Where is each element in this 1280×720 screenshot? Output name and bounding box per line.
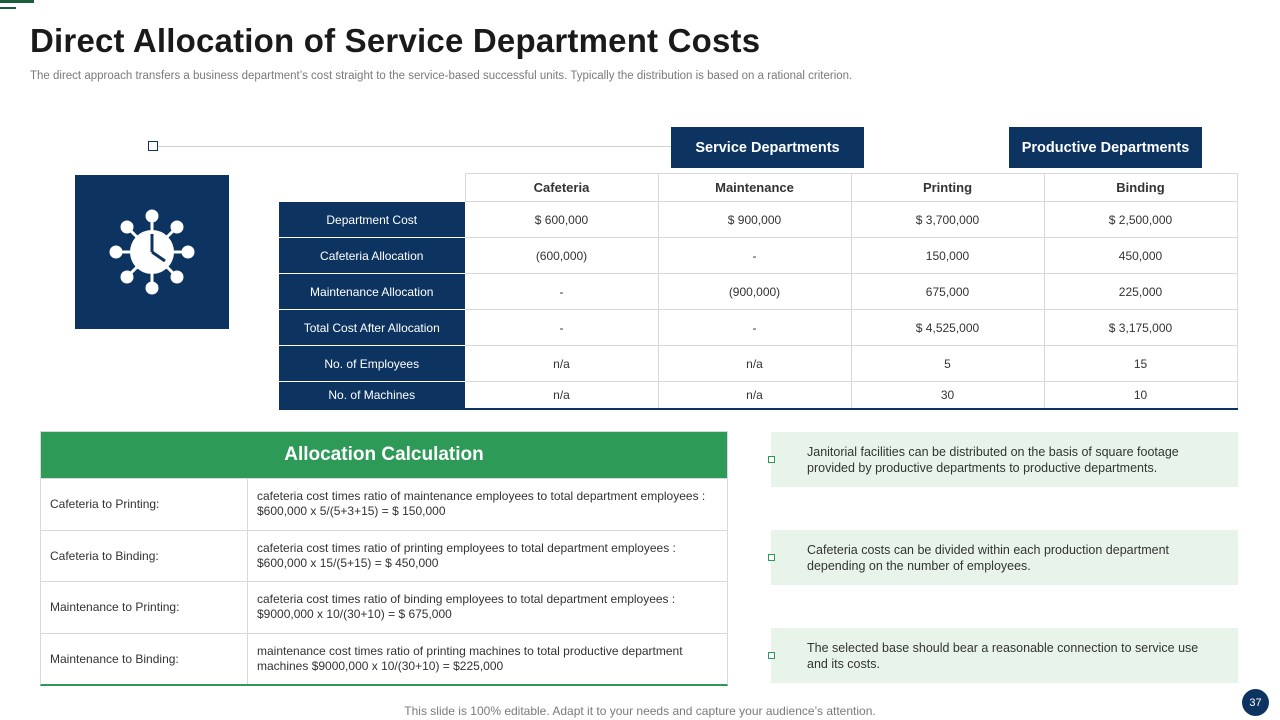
column-header-printing: Printing	[851, 174, 1044, 202]
corner-accent	[0, 0, 34, 3]
allocation-text: cafeteria cost times ratio of binding employees to total department employees : $9000,000 x 10/(30+10) = $ 675,000	[257, 592, 676, 622]
page-number: 37	[1242, 689, 1269, 716]
allocation-calculation-panel	[40, 431, 728, 686]
row-label: No. of Employees	[279, 346, 465, 382]
table-cell: $ 900,000	[658, 202, 851, 238]
allocation-row	[41, 478, 727, 530]
clock-network-icon	[107, 207, 197, 297]
service-departments-header: Service Departments	[671, 127, 864, 168]
table-cell: 150,000	[851, 238, 1044, 274]
table-cell: $ 600,000	[465, 202, 658, 238]
table-row	[279, 274, 1237, 310]
note-card	[771, 530, 1238, 585]
allocation-heading: Allocation Calculation	[41, 432, 727, 478]
connector-square	[148, 141, 158, 151]
note-text: Janitorial facilities can be distributed on the basis of square footage provided by productive departments to productive departments.	[807, 444, 1179, 475]
column-header-binding: Binding	[1044, 174, 1237, 202]
table-row	[279, 202, 1237, 238]
allocation-label: Maintenance to Binding:	[41, 634, 248, 685]
table-corner	[279, 174, 465, 202]
note-card	[771, 628, 1238, 683]
bullet-square-icon	[768, 456, 775, 463]
table-cell: 225,000	[1044, 274, 1237, 310]
table-row	[279, 238, 1237, 274]
cost-table	[279, 173, 1238, 410]
row-label: Maintenance Allocation	[279, 274, 465, 310]
table-cell: -	[658, 310, 851, 346]
row-label: No. of Machines	[279, 382, 465, 409]
table-cell: 30	[851, 382, 1044, 409]
column-header-cafeteria: Cafeteria	[465, 174, 658, 202]
table-cell: 10	[1044, 382, 1237, 409]
column-header-maintenance: Maintenance	[658, 174, 851, 202]
page-title: Direct Allocation of Service Department Costs	[30, 22, 761, 59]
table-cell: $ 2,500,000	[1044, 202, 1237, 238]
table-cell: 675,000	[851, 274, 1044, 310]
note-text: Cafeteria costs can be divided within each production department depending on the number of employees.	[807, 542, 1170, 573]
allocation-row	[41, 581, 727, 633]
allocation-text: cafeteria cost times ratio of printing employees to total department employees : $600,000 x 15/(5+15) = $ 450,000	[257, 540, 676, 570]
table-cell: $ 4,525,000	[851, 310, 1044, 346]
table-cell: 15	[1044, 346, 1237, 382]
table-cell: n/a	[465, 382, 658, 409]
footer-text: This slide is 100% editable. Adapt it to your needs and capture your audience’s attention.	[404, 704, 876, 718]
corner-accent-small	[0, 7, 16, 9]
allocation-row	[41, 530, 727, 582]
icon-box	[75, 175, 229, 329]
bullet-square-icon	[768, 652, 775, 659]
row-label: Department Cost	[279, 202, 465, 238]
table-cell: -	[465, 274, 658, 310]
note-card	[771, 432, 1238, 487]
row-label: Cafeteria Allocation	[279, 238, 465, 274]
note-text: The selected base should bear a reasonable connection to service use and its costs.	[807, 640, 1199, 671]
productive-departments-header: Productive Departments	[1009, 127, 1202, 168]
table-row	[279, 382, 1237, 409]
table-cell: $ 3,700,000	[851, 202, 1044, 238]
table-row	[279, 346, 1237, 382]
table-cell: -	[658, 238, 851, 274]
table-cell: n/a	[658, 382, 851, 409]
allocation-label: Maintenance to Printing:	[41, 582, 248, 633]
row-label: Total Cost After Allocation	[279, 310, 465, 346]
table-cell: -	[465, 310, 658, 346]
allocation-text: cafeteria cost times ratio of maintenance employees to total department employees : $600,000 x 5/(5+3+15) = $ 150,000	[257, 489, 706, 519]
allocation-label: Cafeteria to Printing:	[41, 479, 248, 530]
allocation-row	[41, 633, 727, 685]
table-cell: n/a	[465, 346, 658, 382]
table-cell: (900,000)	[658, 274, 851, 310]
bullet-square-icon	[768, 554, 775, 561]
table-cell: n/a	[658, 346, 851, 382]
table-header-row	[279, 174, 1237, 202]
table-cell: 450,000	[1044, 238, 1237, 274]
table-cell: $ 3,175,000	[1044, 310, 1237, 346]
page-subtitle: The direct approach transfers a business department’s cost straight to the service-based successful units. Typically the distribution is based on a rational criterion.	[30, 70, 853, 82]
table-cell: (600,000)	[465, 238, 658, 274]
table-row	[279, 310, 1237, 346]
connector-line	[158, 146, 672, 147]
table-cell: 5	[851, 346, 1044, 382]
allocation-label: Cafeteria to Binding:	[41, 531, 248, 582]
allocation-text: maintenance cost times ratio of printing machines to total productive department machines $9000,000 x 10/(30+10) = $225,000	[257, 643, 683, 673]
